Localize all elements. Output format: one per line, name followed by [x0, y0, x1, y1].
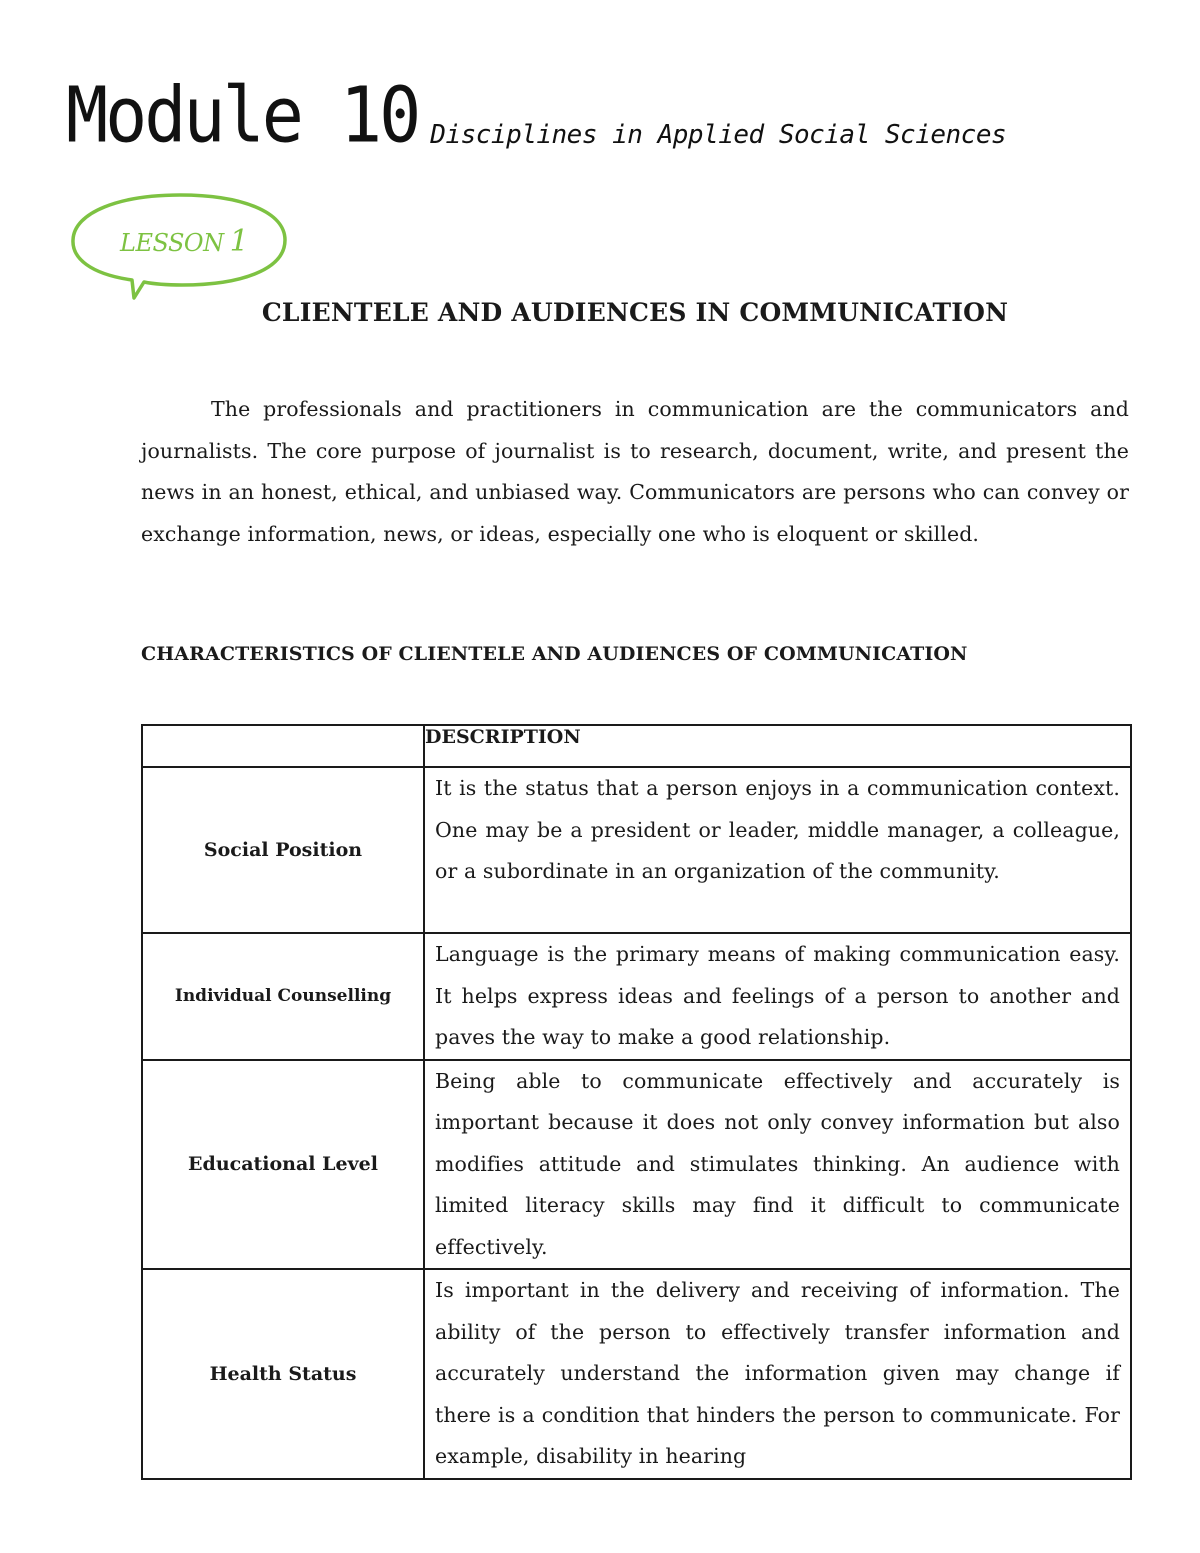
intro-paragraph: The professionals and practitioners in communication are the communicators and journalists. The core purpose of journalist is to research, document, write, and present the news in an honest, ethical, and unbiased way. Communicators are persons who can convey or exchange information, news, or ideas, especially one who is eloquent or skilled.	[141, 397, 1129, 546]
table-row	[142, 933, 1131, 1060]
lesson-number: 1	[229, 224, 249, 259]
characteristic-name: Individual Counselling	[142, 933, 424, 1060]
characteristic-name: Educational Level	[142, 1060, 424, 1270]
characteristic-name: Social Position	[142, 767, 424, 933]
lesson-word: LESSON	[120, 229, 224, 257]
module-subtitle: Disciplines in Applied Social Sciences	[430, 120, 1007, 150]
lesson-label	[120, 224, 248, 259]
header-cell-description: DESCRIPTION	[424, 725, 1131, 767]
table-row	[142, 1060, 1131, 1270]
characteristic-name: Health Status	[142, 1269, 424, 1479]
characteristics-table	[141, 724, 1132, 1480]
lesson-title: CLIENTELE AND AUDIENCES IN COMMUNICATION	[261, 298, 1009, 327]
table-row	[142, 767, 1131, 933]
header-cell-empty	[142, 725, 424, 767]
module-header	[66, 69, 1007, 160]
characteristic-description: Is important in the delivery and receiving of information. The ability of the person to effectively transfer information and accurately understand the information given may change if there is a condition that hinders the person to communicate. For example, disability in hearing	[424, 1269, 1131, 1479]
characteristic-description: It is the status that a person enjoys in a communication context. One may be a president or leader, middle manager, a colleague, or a subordinate in an organization of the community.	[424, 767, 1131, 933]
lesson-speech-bubble	[70, 190, 290, 305]
table-row	[142, 1269, 1131, 1479]
section-heading: CHARACTERISTICS OF CLIENTELE AND AUDIENCES OF COMMUNICATION	[141, 643, 968, 665]
characteristic-description: Being able to communicate effectively and accurately is important because it does not only convey information but also modifies attitude and stimulates thinking. An audience with limited literacy skills may find it difficult to communicate effectively.	[424, 1060, 1131, 1270]
module-title: Module 10	[66, 69, 419, 160]
characteristic-description: Language is the primary means of making communication easy. It helps express ideas and feelings of a person to another and paves the way to make a good relationship.	[424, 933, 1131, 1060]
table-header-row	[142, 725, 1131, 767]
